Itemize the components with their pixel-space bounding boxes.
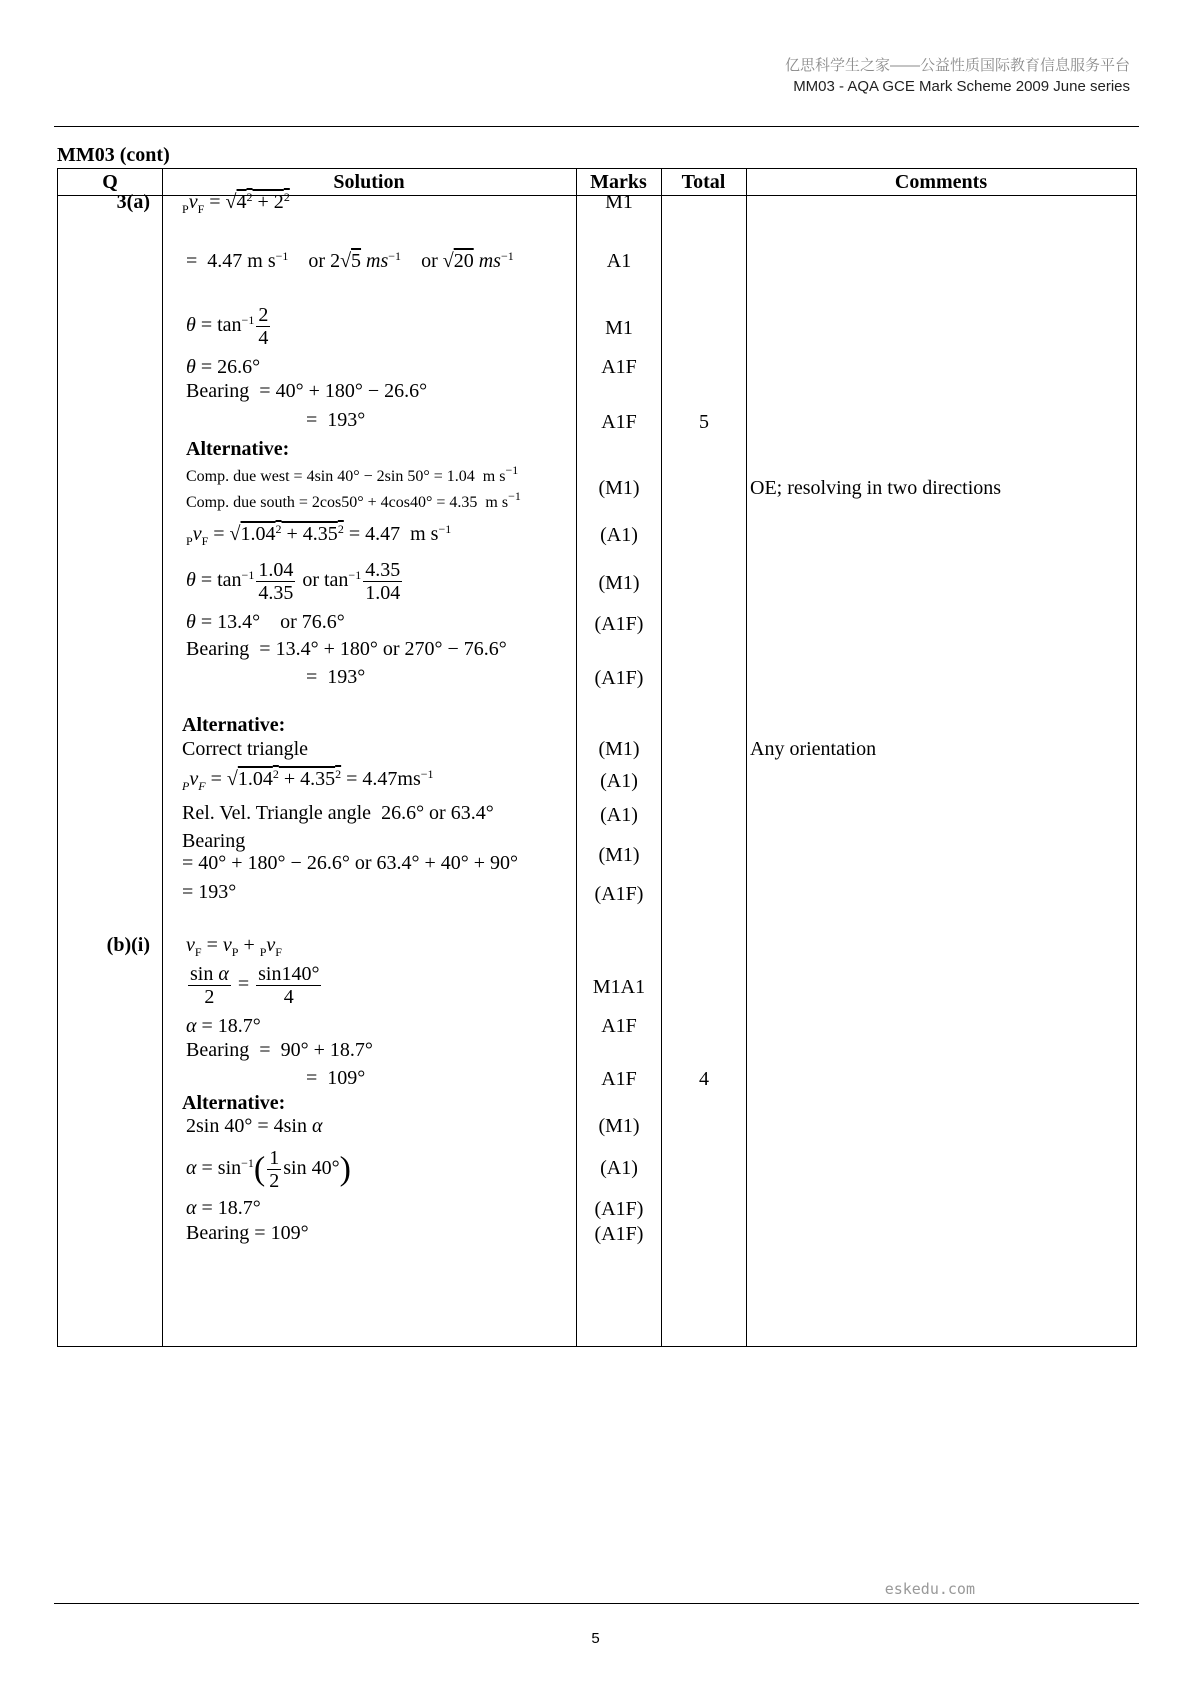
- col-divider: [746, 169, 747, 1346]
- mark-cell: (M1): [598, 572, 640, 594]
- mark-cell: M1: [605, 317, 633, 339]
- mark-cell: (M1): [598, 738, 640, 760]
- solution-line: Bearing: [182, 830, 246, 852]
- mark-cell: (A1): [600, 804, 638, 826]
- mark-cell: M1: [605, 191, 633, 213]
- solution-line: = 4.47 m $s^{-1}$ or 2√5 $ms^{-1}$ or √20 $ms^{-1}$: [186, 249, 514, 272]
- column-header-marks: Marks: [590, 171, 647, 193]
- comment-cell: Any orientation: [750, 738, 877, 760]
- mark-cell: (A1F): [594, 1198, 644, 1220]
- mark-cell: A1: [606, 250, 632, 272]
- mark-scheme-table: [57, 168, 1137, 1347]
- mark-cell: (A1): [600, 1157, 638, 1179]
- solution-line: Bearing = 13.4° + 180° or 270° − 76.6°: [186, 638, 507, 660]
- solution-line: Bearing = 109°: [186, 1222, 309, 1244]
- solution-line: $\theta = \tan^{-1}$ $\frac{1.04}{4.35}$ or $\tan^{-1}$ $\frac{4.35}{1.04}$: [186, 559, 401, 604]
- col-divider: [661, 169, 662, 1346]
- mark-cell: (A1F): [594, 1223, 644, 1245]
- header-site-cn: 亿思科学生之家——公益性质国际教育信息服务平台: [784, 57, 1130, 74]
- solution-line: $_Pv_F = √4^2 + 2^2$: [182, 190, 290, 216]
- top-rule: [54, 126, 1139, 127]
- solution-line: α = 18.7°: [186, 1197, 261, 1219]
- bottom-rule: [54, 1603, 1139, 1604]
- solution-line: = 193°: [306, 666, 366, 688]
- column-header-comments: Comments: [894, 171, 988, 193]
- solution-line: = 193°: [182, 881, 237, 903]
- mark-cell: (M1): [598, 477, 640, 499]
- question-label: (b)(i): [106, 934, 150, 956]
- mark-cell: M1A1: [592, 976, 646, 998]
- mark-cell: A1F: [601, 411, 637, 433]
- solution-line: Bearing = 40° + 180° − 26.6°: [186, 380, 428, 402]
- page-number: 5: [591, 1630, 600, 1647]
- footer-site: eskedu.com: [884, 1580, 975, 1598]
- solution-line: $v_F = v_P + _Pv_F$: [186, 934, 282, 959]
- mark-cell: (M1): [598, 844, 640, 866]
- solution-line: Correct triangle: [182, 738, 309, 760]
- solution-line: $\frac{\text{sin α}}{2}$ = $\frac{\sin 140^\circ}{4}$: [190, 963, 320, 1008]
- solution-line: $_Pv_F = √1.04^2 + 4.35^2 = 4.47$ m $s^{-1}$: [186, 522, 452, 548]
- solution-line: θ = 26.6°: [186, 356, 261, 378]
- column-header-q: Q: [102, 171, 118, 193]
- comment-cell: OE; resolving in two directions: [750, 477, 1002, 499]
- mark-cell: (A1F): [594, 613, 644, 635]
- solution-line: Bearing = 90° + 18.7°: [186, 1039, 373, 1061]
- solution-line: $_Pv_F = √1.04^2 + 4.35^2 = 4.47ms^{-1}$: [182, 767, 434, 793]
- question-label: 3(a): [116, 191, 150, 213]
- solution-line: $\alpha = \sin^{-1}$( $\frac{1}{2}$ sin 40°): [186, 1147, 351, 1192]
- solution-line: Rel. Vel. Triangle angle 26.6° or 63.4°: [182, 802, 494, 824]
- solution-line: $\theta = \tan^{-1}$ $\frac{2}{4}$: [186, 304, 269, 349]
- column-header-total: Total: [681, 171, 726, 193]
- solution-line: = 40° + 180° − 26.6° or 63.4° + 40° + 90°: [182, 852, 519, 874]
- mark-cell: (A1F): [594, 883, 644, 905]
- header-title: MM03 - AQA GCE Mark Scheme 2009 June series: [793, 78, 1130, 95]
- mark-cell: A1F: [601, 1068, 637, 1090]
- solution-line: α = 18.7°: [186, 1015, 261, 1037]
- mark-cell: (M1): [598, 1115, 640, 1137]
- mark-cell: A1F: [601, 356, 637, 378]
- solution-line: θ = 13.4° or 76.6°: [186, 611, 345, 633]
- column-header-solution: Solution: [333, 171, 405, 193]
- mark-cell: (A1F): [594, 667, 644, 689]
- solution-line: = 109°: [306, 1067, 366, 1089]
- alternative-heading: Alternative:: [182, 714, 286, 736]
- solution-line: = 193°: [306, 409, 366, 431]
- solution-line: Comp. due south = 2cos50° + 4cos40° = 4.35 m $s^{-1}$: [186, 489, 521, 511]
- solution-line: 2sin 40° = 4sin α: [186, 1115, 323, 1137]
- alternative-heading: Alternative:: [182, 1092, 286, 1114]
- mark-cell: (A1): [600, 770, 638, 792]
- alternative-heading: Alternative:: [186, 438, 290, 460]
- section-title: MM03 (cont): [57, 144, 170, 166]
- col-divider: [162, 169, 163, 1346]
- total-cell: 4: [699, 1068, 709, 1090]
- total-cell: 5: [699, 411, 709, 433]
- solution-line: Comp. due west = 4sin 40° − 2sin 50° = 1.04 m $s^{-1}$: [186, 463, 519, 485]
- mark-cell: A1F: [601, 1015, 637, 1037]
- mark-cell: (A1): [600, 524, 638, 546]
